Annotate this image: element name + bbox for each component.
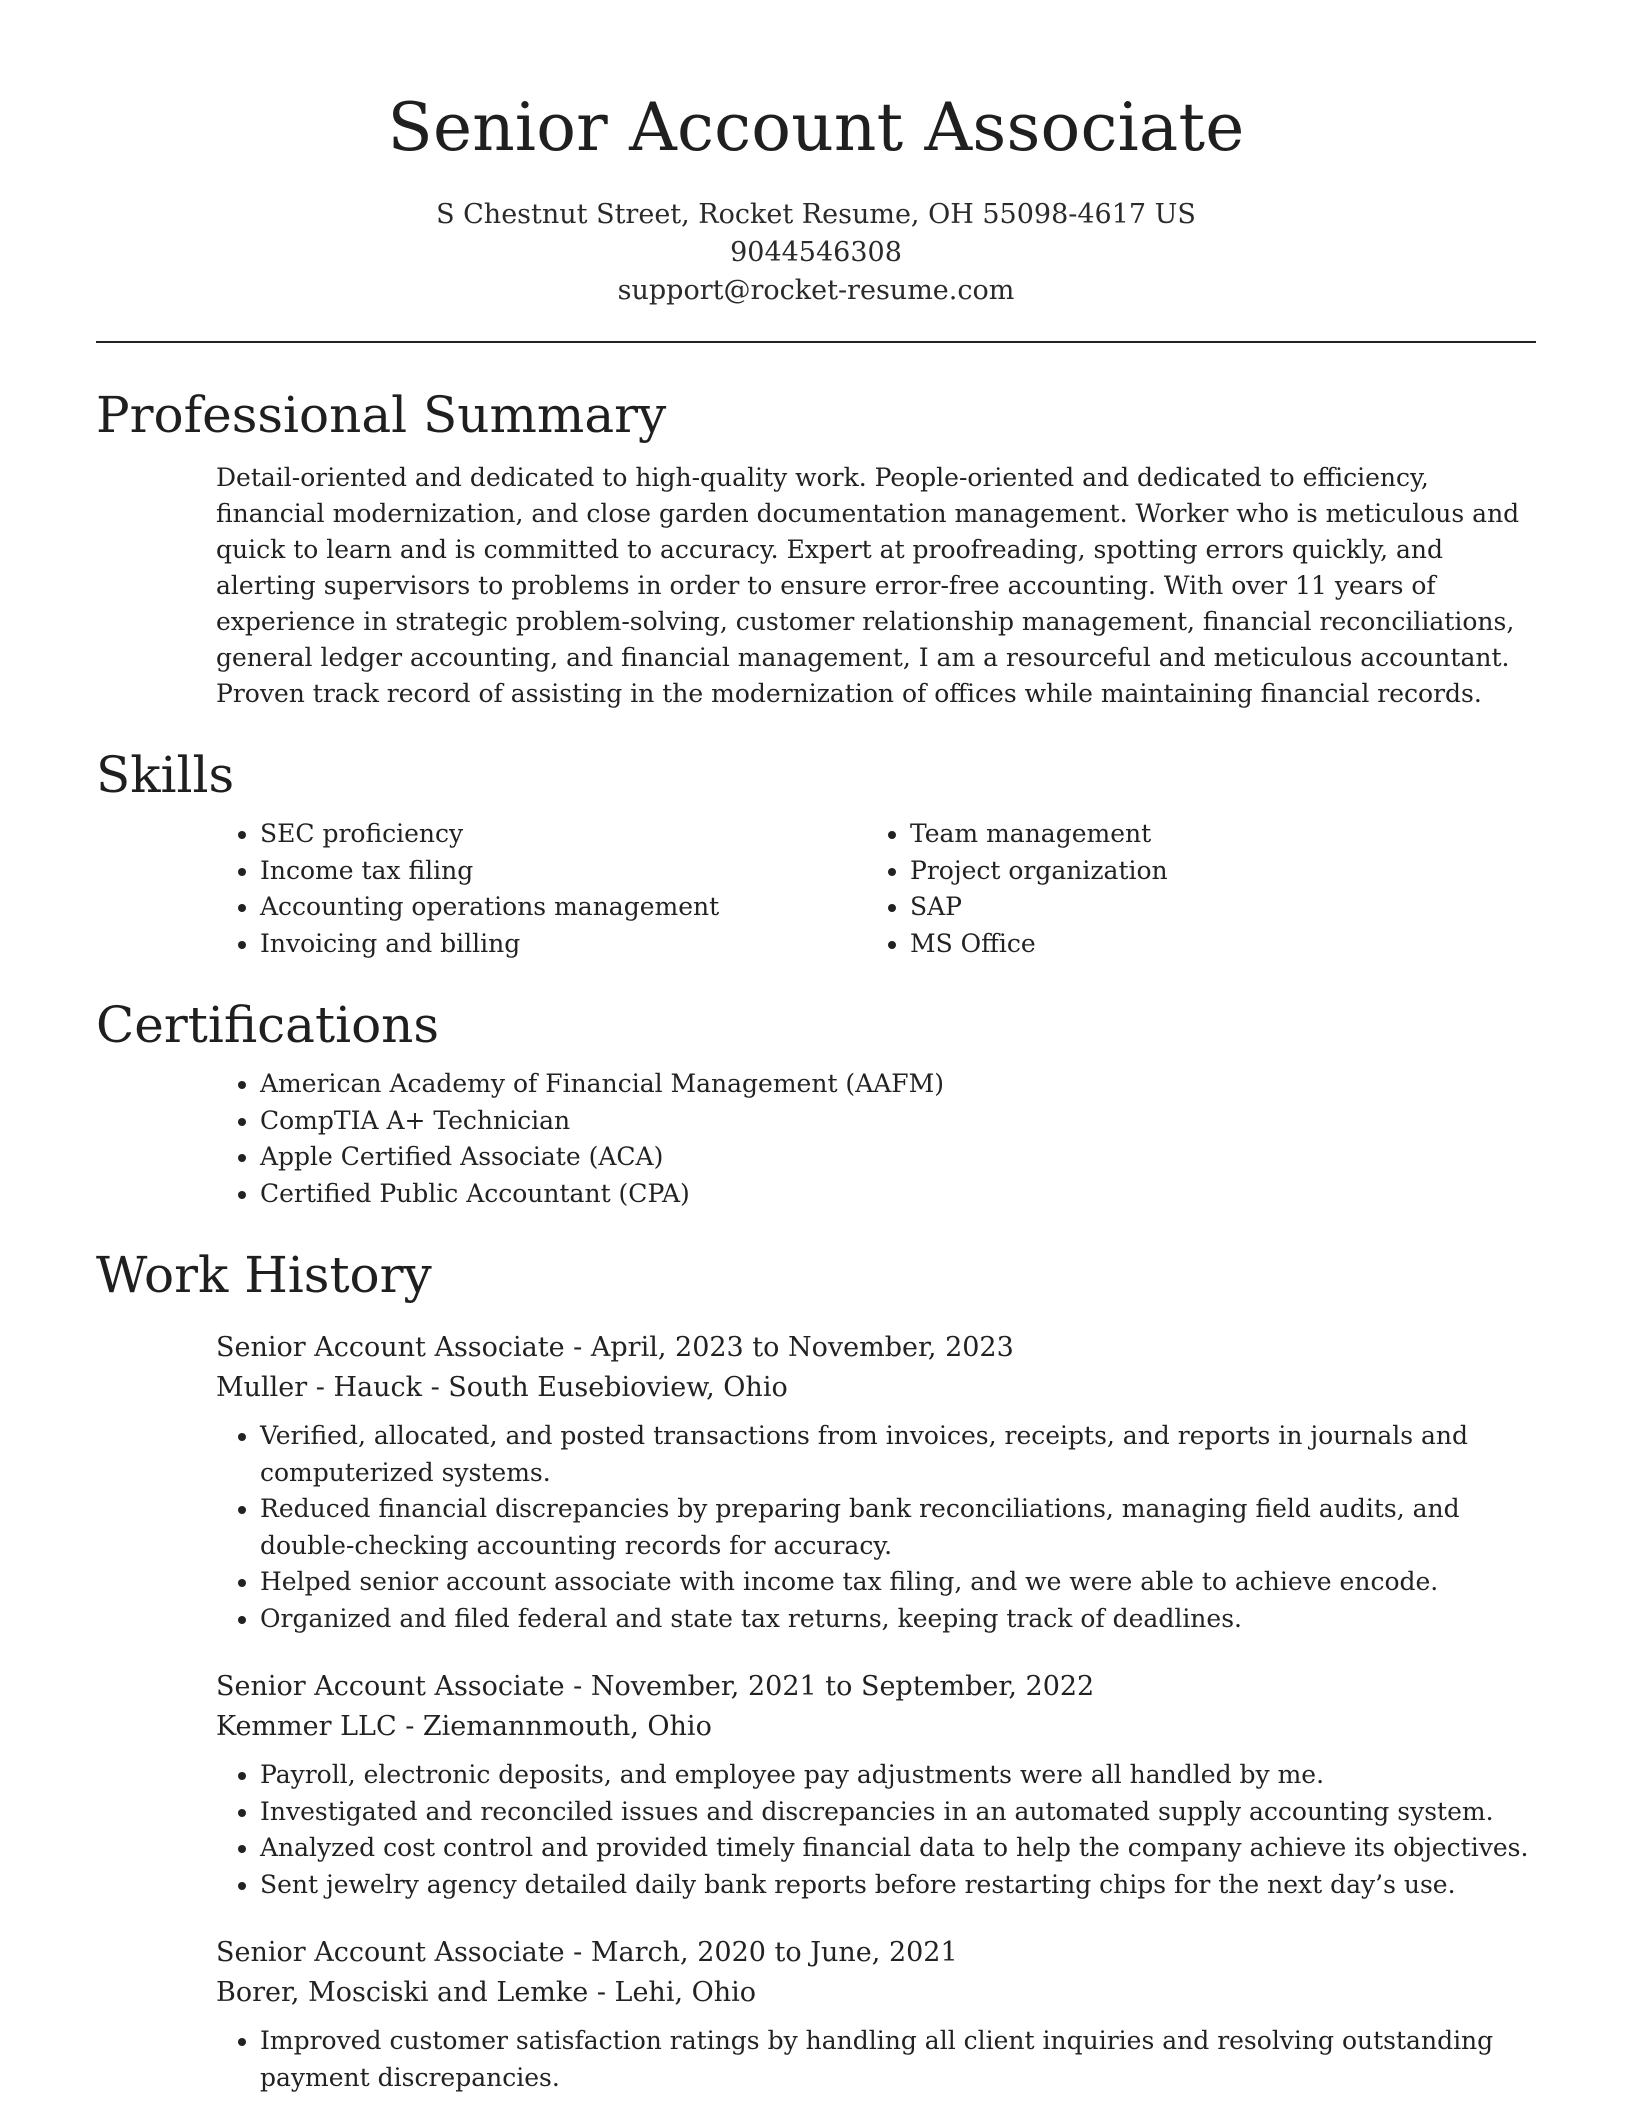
skills-columns (216, 816, 1536, 962)
certifications-heading: Certifications (96, 996, 440, 1054)
contact-address: S Chestnut Street, Rocket Resume, OH 55098-4617 US (436, 199, 1196, 230)
job-entry (96, 1667, 1536, 1903)
header-divider (96, 341, 1536, 343)
certification-item: • Apple Certified Associate (ACA) (260, 1139, 1536, 1176)
job-bullet: • Helped senior account associate with income tax filing, and we were able to achieve encode. (260, 1564, 1536, 1601)
contact-info (0, 196, 1632, 310)
skills-heading: Skills (96, 746, 235, 804)
resume-title: Senior Account Associate (387, 89, 1245, 166)
skill-item: • SEC proficiency (260, 816, 866, 853)
contact-email: support@rocket-resume.com (617, 275, 1015, 306)
job-bullet: • Reduced financial discrepancies by preparing bank reconciliations, managing field audits, and double-checking accounting records for accuracy. (260, 1491, 1536, 1564)
skill-item: • Accounting operations management (260, 889, 866, 926)
job-entry (96, 1328, 1536, 1637)
skills-section (96, 740, 1536, 962)
summary-text: Detail-oriented and dedicated to high-quality work. People-oriented and dedicated to efficiency, financial modernization, and close garden documentation management. Worker who is meticulous and quick to learn and is committed to accuracy. Expert at proofreading, spotting errors quickly, and alerting supervisors to problems in order to ensure error-free accounting. With over 11 years of experience in strategic problem-solving, customer relationship management, financial reconciliations, general ledger accounting, and financial management, I am a resourceful and meticulous accountant. Proven track record of assisting in the modernization of offices while maintaining financial records. (216, 463, 1520, 708)
job-company-line: Muller - Hauck - South Eusebioview, Ohio (216, 1372, 788, 1403)
contact-phone: 9044546308 (730, 237, 902, 268)
job-title-line: Senior Account Associate - March, 2020 to June, 2021 (216, 1937, 958, 1968)
work-history-section (96, 1240, 1536, 2096)
resume-header (0, 0, 1632, 310)
job-title-line: Senior Account Associate - November, 2021 to September, 2022 (216, 1671, 1095, 1702)
job-bullet: • Analyzed cost control and provided timely financial data to help the company achieve its objectives. (260, 1830, 1536, 1867)
skills-list-left (216, 816, 866, 962)
job-bullet: • Organized and filed federal and state tax returns, keeping track of deadlines. (260, 1601, 1536, 1638)
job-company-line: Kemmer LLC - Ziemannmouth, Ohio (216, 1711, 712, 1742)
certification-item: • American Academy of Financial Management (AAFM) (260, 1066, 1536, 1103)
skill-item: • Team management (910, 816, 1510, 853)
job-bullet: • Improved customer satisfaction ratings by handling all client inquiries and resolving outstanding payment discrepancies. (260, 2023, 1536, 2096)
job-bullet: • Verified, allocated, and posted transactions from invoices, receipts, and reports in journals and computerized systems. (260, 1418, 1536, 1491)
skill-item: • SAP (910, 889, 1510, 926)
job-bullet: • Investigated and reconciled issues and discrepancies in an automated supply accounting system. (260, 1794, 1536, 1831)
job-title-line: Senior Account Associate - April, 2023 to November, 2023 (216, 1332, 1014, 1363)
skill-item: • Invoicing and billing (260, 926, 866, 963)
job-bullet: • Payroll, electronic deposits, and employee pay adjustments were all handled by me. (260, 1757, 1536, 1794)
skill-item: • Income tax filing (260, 853, 866, 890)
skills-list-right (866, 816, 1510, 962)
summary-heading: Professional Summary (96, 386, 667, 444)
job-bullets (216, 2023, 1536, 2096)
job-entry (96, 1933, 1536, 2096)
resume-body (96, 380, 1536, 2096)
skill-item: • Project organization (910, 853, 1510, 890)
certification-item: • CompTIA A+ Technician (260, 1103, 1536, 1140)
job-bullet: • Sent jewelry agency detailed daily bank reports before restarting chips for the next day’s use. (260, 1867, 1536, 1904)
skill-item: • MS Office (910, 926, 1510, 963)
job-company-line: Borer, Mosciski and Lemke - Lehi, Ohio (216, 1977, 757, 2008)
job-bullets (216, 1418, 1536, 1637)
certification-item: • Certified Public Accountant (CPA) (260, 1176, 1536, 1213)
summary-section (96, 380, 1536, 712)
job-bullets (216, 1757, 1536, 1903)
certifications-section (96, 990, 1536, 1212)
work-history-heading: Work History (96, 1246, 432, 1304)
certifications-list (216, 1066, 1536, 1212)
